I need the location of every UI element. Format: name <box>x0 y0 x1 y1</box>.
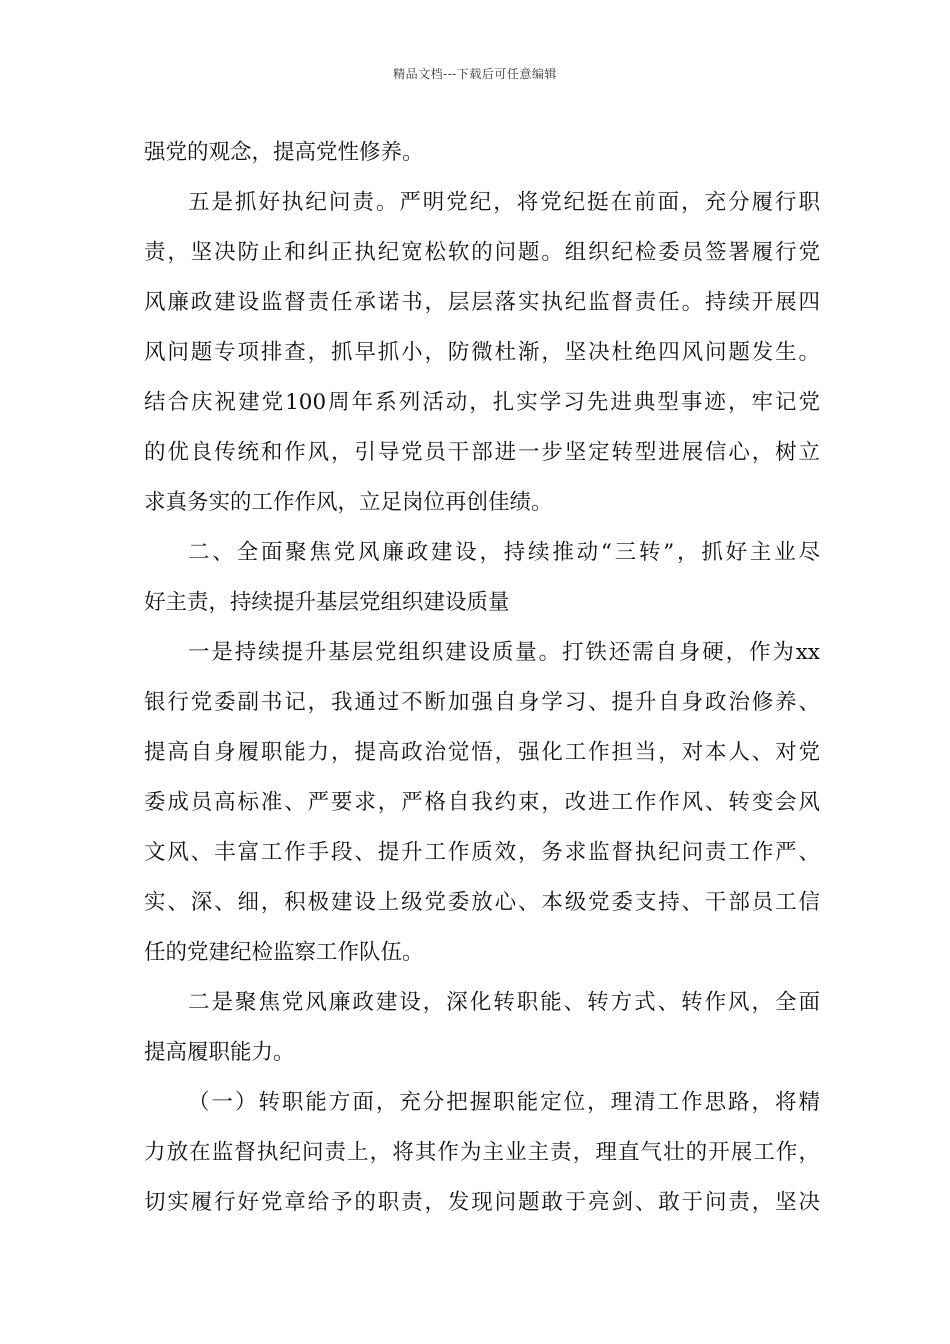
text-line-2: 五是抓好执纪问责。严明党纪，将党纪挺在前面，充分履行职 <box>188 190 820 215</box>
text-line-21: 力放在监督执纪问责上，将其作为主业主责，理直气壮的开展工作， <box>144 1140 820 1165</box>
text-line-10: 好主责，持续提升基层党组织建设质量 <box>144 590 510 615</box>
text-line-18: 二是聚焦党风廉政建设，深化转职能、转方式、转作风，全面 <box>188 990 820 1015</box>
text-line-11: 一是持续提升基层党组织建设质量。打铁还需自身硬，作为xx <box>188 640 820 665</box>
text-line-6: 结合庆祝建党100周年系列活动，扎实学习先进典型事迹，牢记党 <box>144 390 820 415</box>
text-line-15: 文风、丰富工作手段、提升工作质效，务求监督执纪问责工作严、 <box>144 840 820 865</box>
text-line-17: 任的党建纪检监察工作队伍。 <box>144 940 424 965</box>
text-line-19: 提高履职能力。 <box>144 1040 295 1065</box>
text-line-7: 的优良传统和作风，引导党员干部进一步坚定转型进展信心，树立 <box>144 440 820 465</box>
text-line-8: 求真务实的工作作风，立足岗位再创佳绩。 <box>144 490 553 515</box>
document-body <box>144 128 820 1228</box>
text-line-22: 切实履行好党章给予的职责，发现问题敢于亮剑、敢于问责，坚决 <box>144 1190 820 1215</box>
page-header: 精品文档---下载后可任意编辑 <box>393 67 557 81</box>
text-line-9: 二、全面聚焦党风廉政建设，持续推动“三转”，抓好主业尽 <box>188 540 820 565</box>
text-line-13: 提高自身履职能力，提高政治觉悟，强化工作担当，对本人、对党 <box>144 740 820 765</box>
text-line-4: 风廉政建设监督责任承诺书，层层落实执纪监督责任。持续开展四 <box>144 290 820 315</box>
text-line-5: 风问题专项排查，抓早抓小，防微杜渐，坚决杜绝四风问题发生。 <box>144 340 820 365</box>
text-line-12: 银行党委副书记，我通过不断加强自身学习、提升自身政治修养、 <box>144 690 820 715</box>
text-line-3: 责，坚决防止和纠正执纪宽松软的问题。组织纪检委员签署履行党 <box>144 240 820 265</box>
text-line-20: （一）转职能方面，充分把握职能定位，理清工作思路，将精 <box>188 1090 820 1115</box>
text-line-16: 实、深、细，积极建设上级党委放心、本级党委支持、干部员工信 <box>144 890 820 915</box>
text-line-1: 强党的观念，提高党性修养。 <box>144 140 424 165</box>
text-line-14: 委成员高标准、严要求，严格自我约束，改进工作作风、转变会风 <box>144 790 820 815</box>
